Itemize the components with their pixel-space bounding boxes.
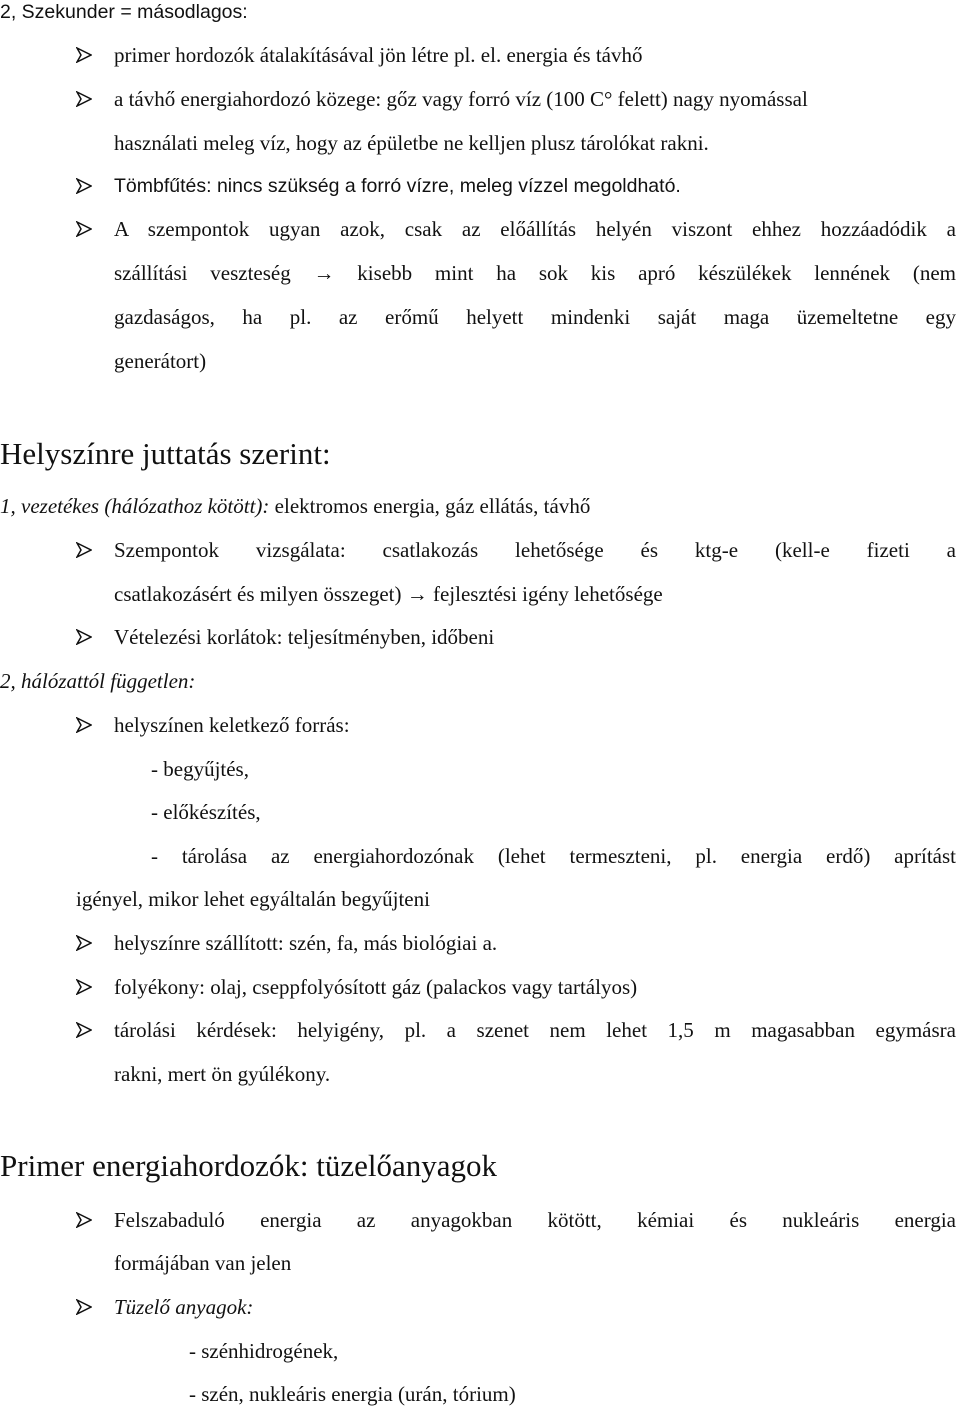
arrow-bullet-icon: [76, 973, 96, 1001]
arrow-bullet-icon: [76, 1016, 96, 1044]
arrow-bullet-icon: [76, 215, 96, 243]
text-line: primer hordozók átalakításával jön létre pl. el. energia és távhő: [114, 43, 643, 67]
heading-helyszinre: Helyszínre juttatás szerint:: [0, 436, 331, 471]
text-line: a távhő energiahordozó közege: gőz vagy forró víz (100 C° felett) nagy nyomással: [114, 87, 808, 111]
list-item: - előkészítés,: [151, 800, 261, 824]
arrow-bullet-icon: [76, 41, 96, 69]
text-line: helyszínen keletkező forrás:: [114, 713, 350, 737]
text-line: igényel, mikor lehet egyáltalán begyűjteni: [76, 887, 430, 911]
list-item: - szénhidrogének,: [189, 1339, 339, 1363]
heading-primer: Primer energiahordozók: tüzelőanyagok: [0, 1148, 497, 1183]
text-line: helyszínre szállított: szén, fa, más biológiai a.: [114, 931, 498, 955]
arrow-bullet-icon: [76, 536, 96, 564]
text-line: [0, 492, 590, 520]
list-item: - szén, nukleáris energia (urán, tórium): [189, 1382, 516, 1406]
arrow-bullet-icon: [76, 623, 96, 651]
text-line: Felszabaduló energia az anyagokban kötött, kémiai és nukleáris energia: [114, 1208, 956, 1232]
text-line: használati meleg víz, hogy az épületbe ne kelljen plusz tárolókat rakni.: [114, 131, 709, 155]
text-line: Tömbfűtés: nincs szükség a forró vízre, meleg vízzel megoldható.: [114, 175, 681, 197]
list-item: - tárolása az energiahordozónak (lehet termeszteni, pl. energia erdő) aprítást: [151, 844, 956, 868]
arrow-bullet-icon: [76, 929, 96, 957]
text-line: formájában van jelen: [114, 1251, 292, 1275]
text-line: Szempontok vizsgálata: csatlakozás lehetősége és ktg-e (kell-e fizeti a: [114, 538, 956, 562]
arrow-bullet-icon: [76, 85, 96, 113]
text-line: szállítási veszteség → kisebb mint ha sok kis apró készülékek lennének (nem: [114, 261, 956, 285]
arrow-bullet-icon: [76, 172, 96, 200]
list-item: - begyűjtés,: [151, 757, 249, 781]
text-line: csatlakozásért és milyen összeget) → fejlesztési igény lehetősége: [114, 582, 663, 606]
subsection-label-fuels: Tüzelő anyagok:: [114, 1295, 254, 1319]
text-line: rakni, mert ön gyúlékony.: [114, 1062, 331, 1086]
arrow-bullet-icon: [76, 711, 96, 739]
subsection-label-offgrid: 2, hálózattól független:: [0, 669, 196, 693]
text-line: Vételezési korlátok: teljesítményben, időbeni: [114, 625, 495, 649]
text-line: generátort): [114, 349, 207, 373]
text-run: elektromos energia, gáz ellátás, távhő: [269, 494, 591, 518]
subsection-label-wired: 1, vezetékes (hálózathoz kötött):: [0, 494, 270, 518]
text-line: tárolási kérdések: helyigény, pl. a szenet nem lehet 1,5 m magasabban egymásra: [114, 1018, 956, 1042]
arrow-bullet-icon: [76, 1293, 96, 1321]
text-line: gazdaságos, ha pl. az erőmű helyett mindenki saját maga üzemeltetne egy: [114, 305, 956, 329]
arrow-bullet-icon: [76, 1206, 96, 1234]
section-label-secondary: 2, Szekunder = másodlagos:: [0, 1, 248, 23]
text-line: folyékony: olaj, cseppfolyósított gáz (palackos vagy tartályos): [114, 975, 638, 999]
text-line: A szempontok ugyan azok, csak az előállítás helyén viszont ehhez hozzáadódik a: [114, 217, 956, 241]
